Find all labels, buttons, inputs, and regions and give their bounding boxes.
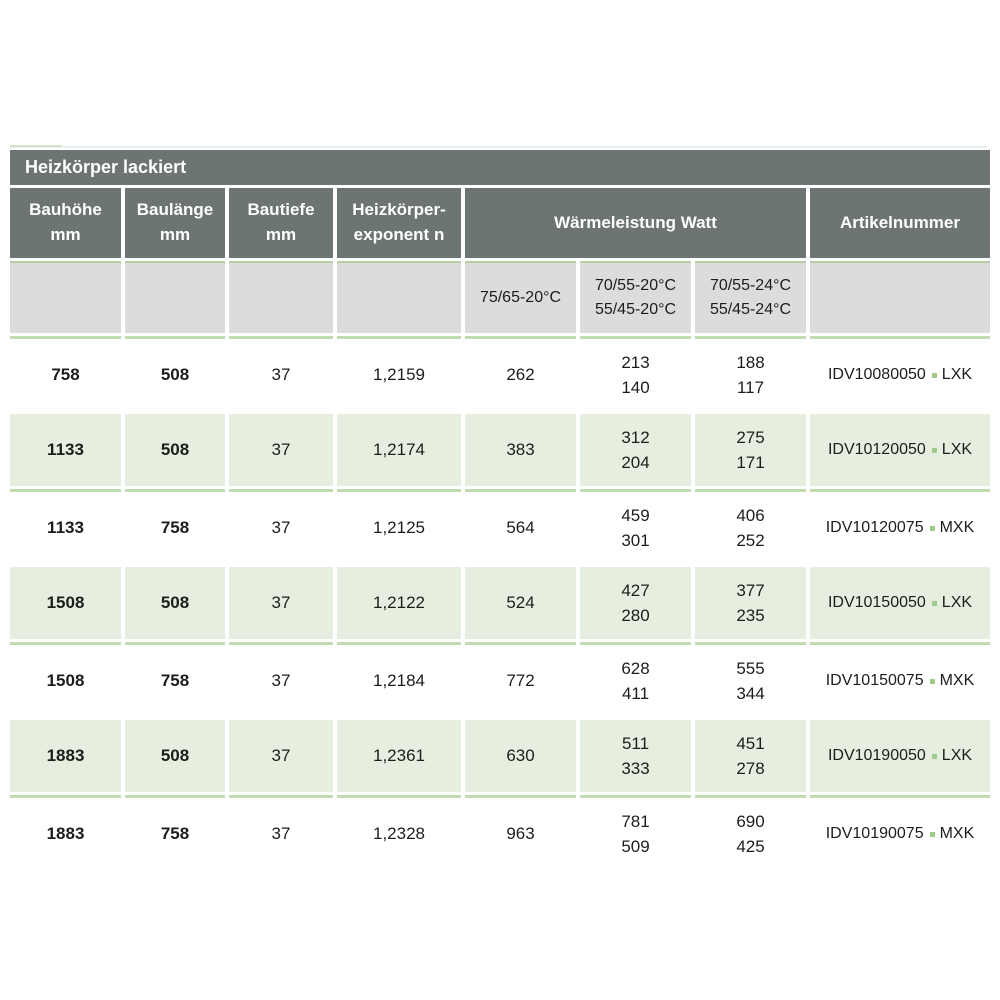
- cell-watt1: 524: [465, 567, 576, 639]
- subheader-temp-70-55-20: [580, 261, 691, 333]
- artikel-code: IDV10120075: [825, 519, 924, 536]
- cell-baulaenge: 758: [125, 489, 225, 564]
- subheader-temp-70-55-24: [695, 261, 806, 333]
- watt-value: 280: [621, 606, 650, 625]
- cell-baulaenge: 758: [125, 642, 225, 717]
- cell-exponent: 1,2159: [337, 336, 461, 411]
- watt-value: 117: [736, 378, 765, 397]
- subheader-empty: [810, 261, 990, 333]
- col-header-artikelnummer: Artikelnummer: [810, 188, 990, 258]
- table-row: [10, 336, 990, 411]
- cell-bauhoehe: 758: [10, 336, 121, 411]
- watt-value: 425: [736, 837, 765, 856]
- table-row: [10, 642, 990, 717]
- table-row: [10, 567, 990, 639]
- cell-watt2: [580, 795, 691, 870]
- cell-bauhoehe: 1133: [10, 414, 121, 486]
- cell-exponent: 1,2122: [337, 567, 461, 639]
- col-header-unit: mm: [50, 225, 81, 244]
- temp-label: 70/55-20°C: [594, 277, 677, 294]
- col-header-waermeleistung: Wärmeleistung Watt: [465, 188, 806, 258]
- subheader-empty: [229, 261, 333, 333]
- watt-value: 204: [621, 453, 650, 472]
- artikel-code: IDV10190075: [825, 825, 924, 842]
- cell-watt2: [580, 720, 691, 792]
- artikel-code: IDV10120050: [827, 441, 926, 458]
- watt-value: 459: [621, 505, 650, 525]
- watt-value: 333: [621, 759, 650, 778]
- watt-value: 278: [736, 759, 765, 778]
- subheader-temp-75-65: [465, 261, 576, 333]
- cell-watt3: [695, 414, 806, 486]
- artikel-code: IDV10190050: [827, 747, 926, 764]
- cell-baulaenge: 508: [125, 336, 225, 411]
- temp-label: 55/45-24°C: [709, 301, 792, 318]
- cell-bauhoehe: 1883: [10, 720, 121, 792]
- cell-watt1: 772: [465, 642, 576, 717]
- cell-bautiefe: 37: [229, 414, 333, 486]
- cell-exponent: 1,2125: [337, 489, 461, 564]
- watt-value: 171: [736, 453, 765, 472]
- artikel-code: IDV10150075: [825, 672, 924, 689]
- watt-value: 628: [621, 658, 650, 678]
- artikel-code: IDV10150050: [827, 594, 926, 611]
- cell-baulaenge: 758: [125, 795, 225, 870]
- cell-watt1: 262: [465, 336, 576, 411]
- col-header-label: Heizkörper-: [352, 200, 446, 220]
- col-header-bautiefe: [229, 188, 333, 258]
- cell-bauhoehe: 1133: [10, 489, 121, 564]
- green-dot-icon: [930, 679, 935, 684]
- green-dot-icon: [932, 601, 937, 606]
- cell-bautiefe: 37: [229, 795, 333, 870]
- cell-watt1: 564: [465, 489, 576, 564]
- cell-artikelnummer: [810, 489, 990, 564]
- watt-value: 427: [621, 580, 650, 600]
- watt-value: 188: [736, 352, 765, 372]
- col-header-label: Bauhöhe: [29, 200, 102, 220]
- table-title: Heizkörper lackiert: [10, 150, 990, 185]
- green-dot-icon: [932, 754, 937, 759]
- cell-bauhoehe: 1883: [10, 795, 121, 870]
- watt-value: 406: [736, 505, 765, 525]
- cell-watt3: [695, 567, 806, 639]
- table-row: [10, 795, 990, 870]
- subheader-empty: [10, 261, 121, 333]
- temp-label: 70/55-24°C: [709, 277, 792, 294]
- artikel-suffix: MXK: [939, 825, 975, 842]
- artikel-suffix: LXK: [941, 441, 973, 458]
- cell-watt2: [580, 567, 691, 639]
- cell-exponent: 1,2361: [337, 720, 461, 792]
- watt-value: 377: [736, 580, 765, 600]
- artikel-suffix: LXK: [941, 747, 973, 764]
- cell-baulaenge: 508: [125, 567, 225, 639]
- radiator-spec-section: [6, 147, 994, 873]
- cell-exponent: 1,2174: [337, 414, 461, 486]
- col-header-baulaenge: [125, 188, 225, 258]
- watt-value: 509: [621, 837, 650, 856]
- cell-exponent: 1,2184: [337, 642, 461, 717]
- col-header-unit: mm: [265, 225, 297, 244]
- watt-value: 252: [736, 531, 765, 550]
- col-header-unit: mm: [159, 225, 191, 244]
- col-header-exponent: [337, 188, 461, 258]
- cell-bauhoehe: 1508: [10, 567, 121, 639]
- cell-artikelnummer: [810, 567, 990, 639]
- cell-exponent: 1,2328: [337, 795, 461, 870]
- table-row: [10, 489, 990, 564]
- cell-watt3: [695, 720, 806, 792]
- artikel-code: IDV10080050: [827, 366, 926, 383]
- temp-label: 55/45-20°C: [594, 301, 677, 318]
- cell-baulaenge: 508: [125, 720, 225, 792]
- cell-watt3: [695, 336, 806, 411]
- cell-bautiefe: 37: [229, 336, 333, 411]
- subheader-empty: [337, 261, 461, 333]
- watt-value: 312: [621, 427, 650, 447]
- col-header-label: Baulänge: [136, 200, 214, 220]
- cell-bautiefe: 37: [229, 642, 333, 717]
- cell-artikelnummer: [810, 642, 990, 717]
- cell-watt2: [580, 489, 691, 564]
- watt-value: 213: [621, 352, 650, 372]
- col-header-label: Bautiefe: [247, 200, 315, 220]
- green-dot-icon: [932, 448, 937, 453]
- green-dot-icon: [930, 832, 935, 837]
- cell-bautiefe: 37: [229, 489, 333, 564]
- green-dot-icon: [930, 526, 935, 531]
- watt-value: 140: [621, 378, 650, 397]
- col-header-unit: exponent n: [353, 225, 445, 244]
- artikel-suffix: MXK: [939, 672, 975, 689]
- watt-value: 511: [621, 733, 650, 753]
- cell-baulaenge: 508: [125, 414, 225, 486]
- artikel-suffix: MXK: [939, 519, 975, 536]
- cell-artikelnummer: [810, 336, 990, 411]
- cell-watt1: 383: [465, 414, 576, 486]
- table-row: [10, 414, 990, 486]
- watt-value: 555: [736, 658, 765, 678]
- cell-watt1: 630: [465, 720, 576, 792]
- table-row: [10, 720, 990, 792]
- cell-bauhoehe: 1508: [10, 642, 121, 717]
- watt-value: 690: [736, 811, 765, 831]
- cell-artikelnummer: [810, 795, 990, 870]
- cell-watt3: [695, 642, 806, 717]
- cell-bautiefe: 37: [229, 720, 333, 792]
- green-dot-icon: [932, 373, 937, 378]
- watt-value: 275: [736, 427, 765, 447]
- cell-bautiefe: 37: [229, 567, 333, 639]
- subheader-empty: [125, 261, 225, 333]
- cell-watt1: 963: [465, 795, 576, 870]
- cell-watt3: [695, 489, 806, 564]
- watt-value: 781: [621, 811, 650, 831]
- artikel-suffix: LXK: [941, 366, 973, 383]
- temp-label: 75/65-20°C: [479, 289, 562, 306]
- watt-value: 411: [621, 684, 650, 703]
- watt-value: 235: [736, 606, 765, 625]
- cell-watt2: [580, 336, 691, 411]
- watt-value: 451: [736, 733, 765, 753]
- watt-value: 344: [736, 684, 765, 703]
- cell-watt2: [580, 642, 691, 717]
- watt-value: 301: [621, 531, 650, 550]
- cell-watt2: [580, 414, 691, 486]
- cell-artikelnummer: [810, 720, 990, 792]
- col-header-bauhoehe: [10, 188, 121, 258]
- artikel-suffix: LXK: [941, 594, 973, 611]
- cell-artikelnummer: [810, 414, 990, 486]
- radiator-spec-table: [6, 147, 994, 873]
- cell-watt3: [695, 795, 806, 870]
